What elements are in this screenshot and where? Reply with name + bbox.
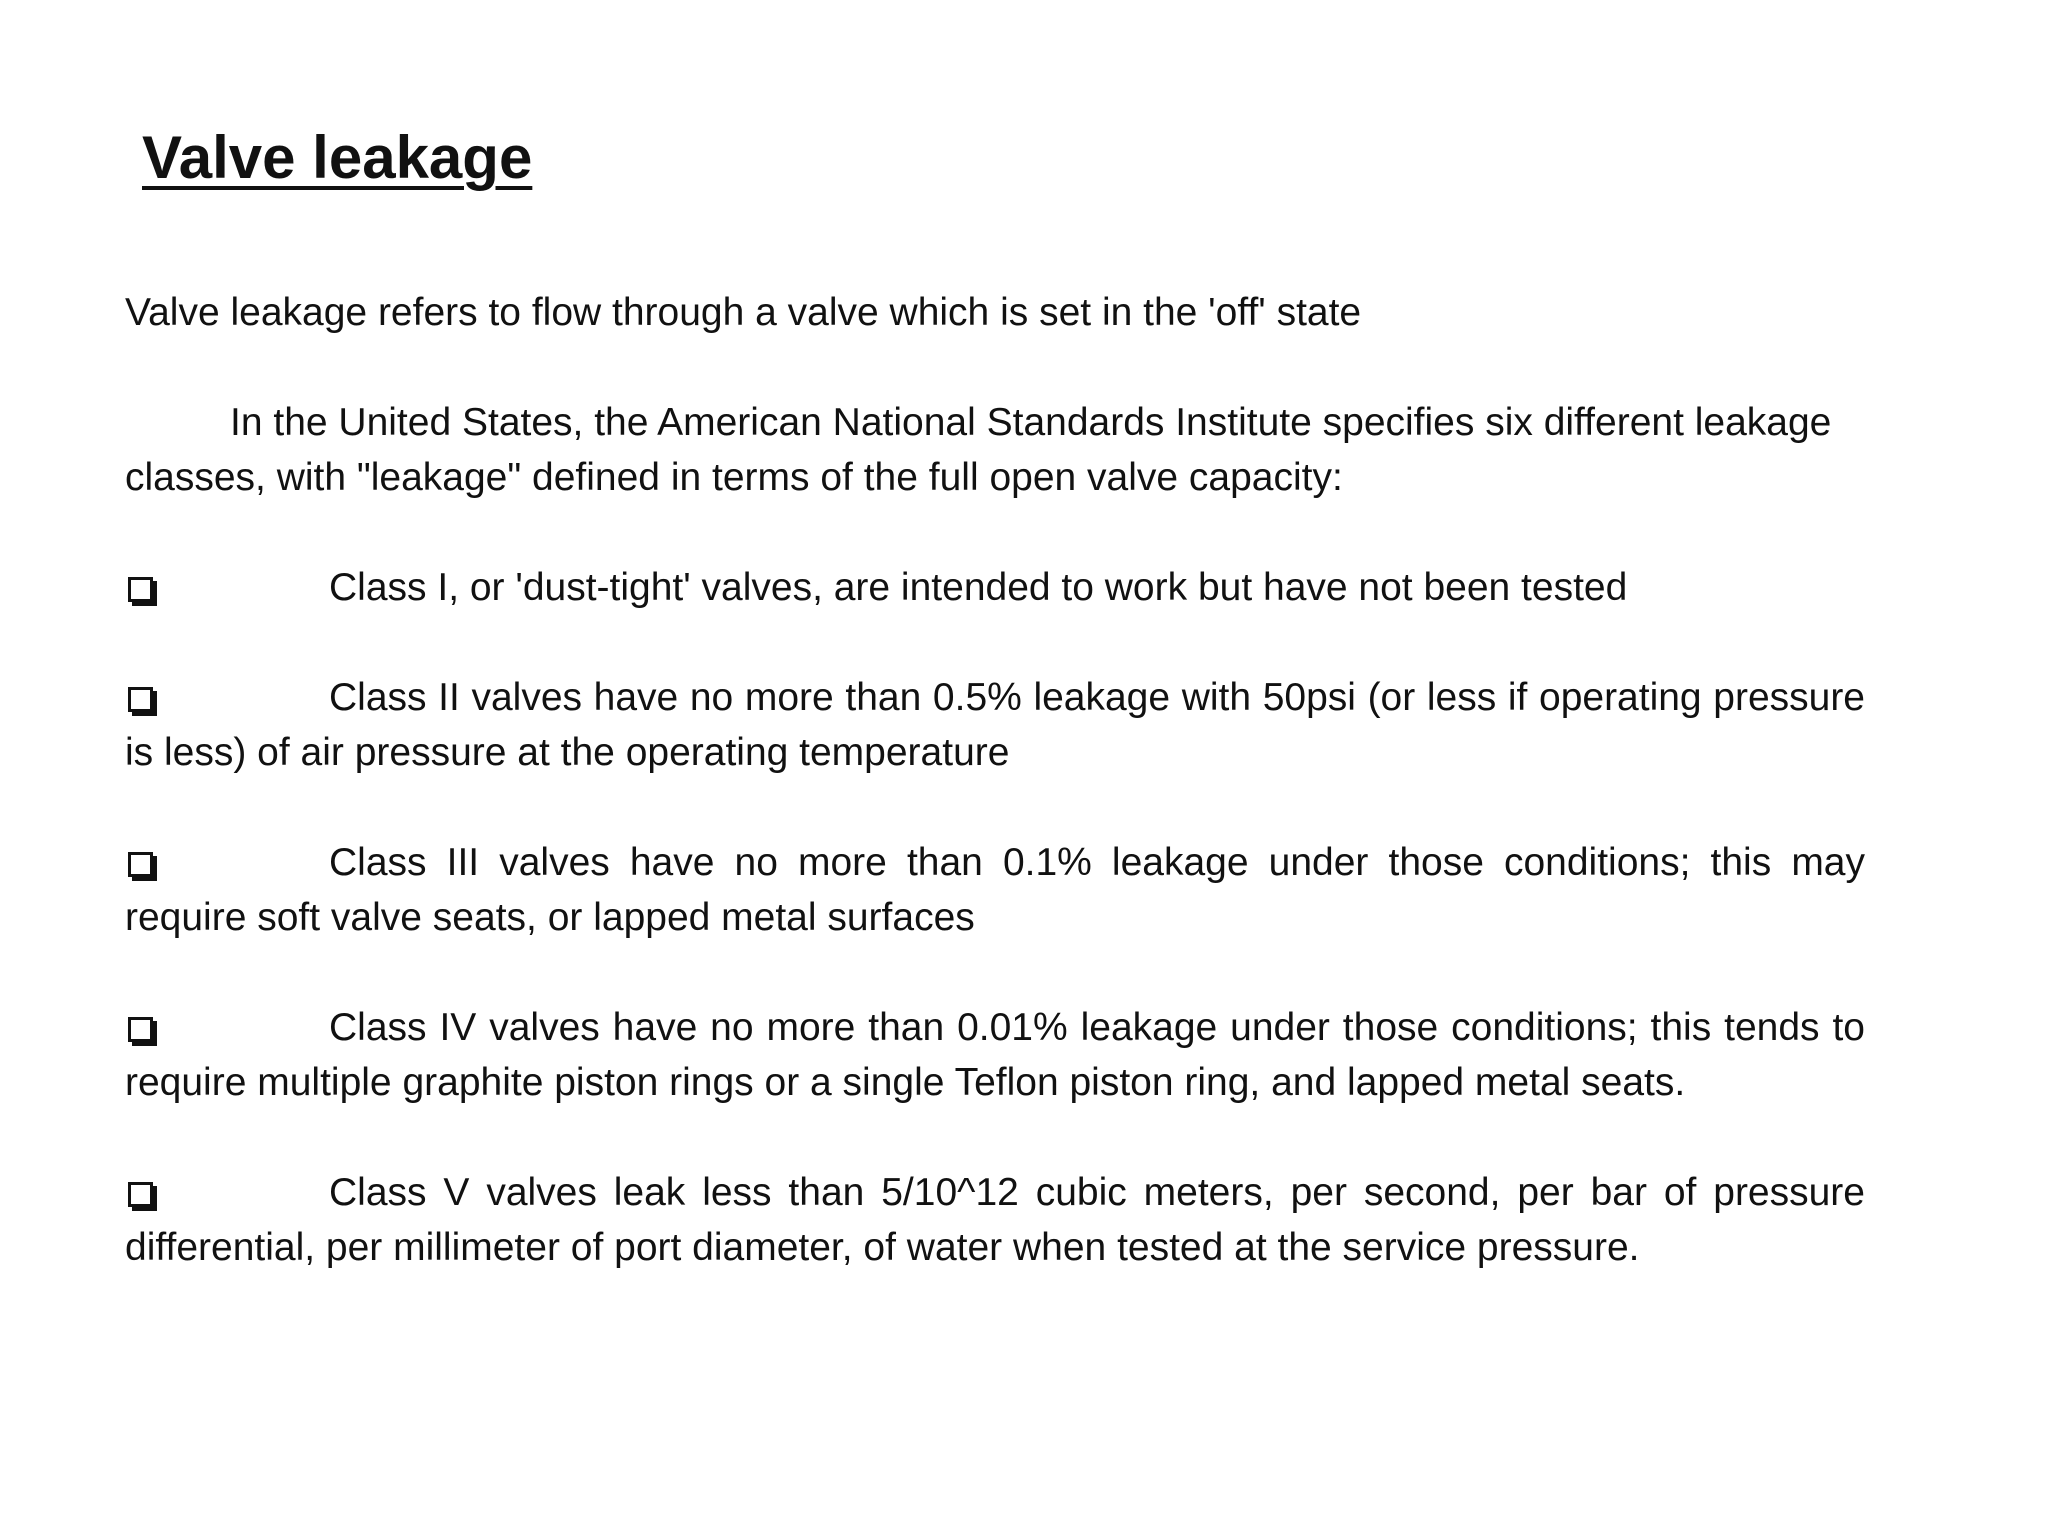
checkbox-icon <box>128 1182 153 1207</box>
bullet-item-class-3 <box>125 835 1865 945</box>
slide-body <box>125 285 1865 1275</box>
checkbox-icon <box>128 1017 153 1042</box>
bullet-item-class-1 <box>125 560 1865 615</box>
bullet-text: Class III valves have no more than 0.1% leakage under those conditions; this may require soft valve seats, or lapped metal surfaces <box>125 841 1865 939</box>
bullet-item-class-2 <box>125 670 1865 780</box>
slide-title: Valve leakage <box>142 124 533 191</box>
bullet-text: Class IV valves have no more than 0.01% leakage under those conditions; this tends to require multiple graphite piston rings or a single Teflon piston ring, and lapped metal seats. <box>125 1006 1865 1104</box>
checkbox-icon <box>128 852 153 877</box>
checkbox-icon <box>128 687 153 712</box>
bullet-item-class-4 <box>125 1000 1865 1110</box>
definition-paragraph: Valve leakage refers to flow through a valve which is set in the 'off' state <box>125 291 1362 334</box>
bullet-text: Class I, or 'dust-tight' valves, are intended to work but have not been tested <box>329 566 1628 609</box>
checkbox-icon <box>128 577 153 602</box>
bullet-text: Class V valves leak less than 5/10^12 cubic meters, per second, per bar of pressure differential, per millimeter of port diameter, of water when tested at the service pressure. <box>125 1171 1865 1269</box>
bullet-text: Class II valves have no more than 0.5% leakage with 50psi (or less if operating pressure is less) of air pressure at the operating temperature <box>125 676 1865 774</box>
intro-paragraph: In the United States, the American National Standards Institute specifies six different leakage classes, with "leakage" defined in terms of the full open valve capacity: <box>125 401 1832 499</box>
bullet-item-class-5 <box>125 1165 1865 1275</box>
